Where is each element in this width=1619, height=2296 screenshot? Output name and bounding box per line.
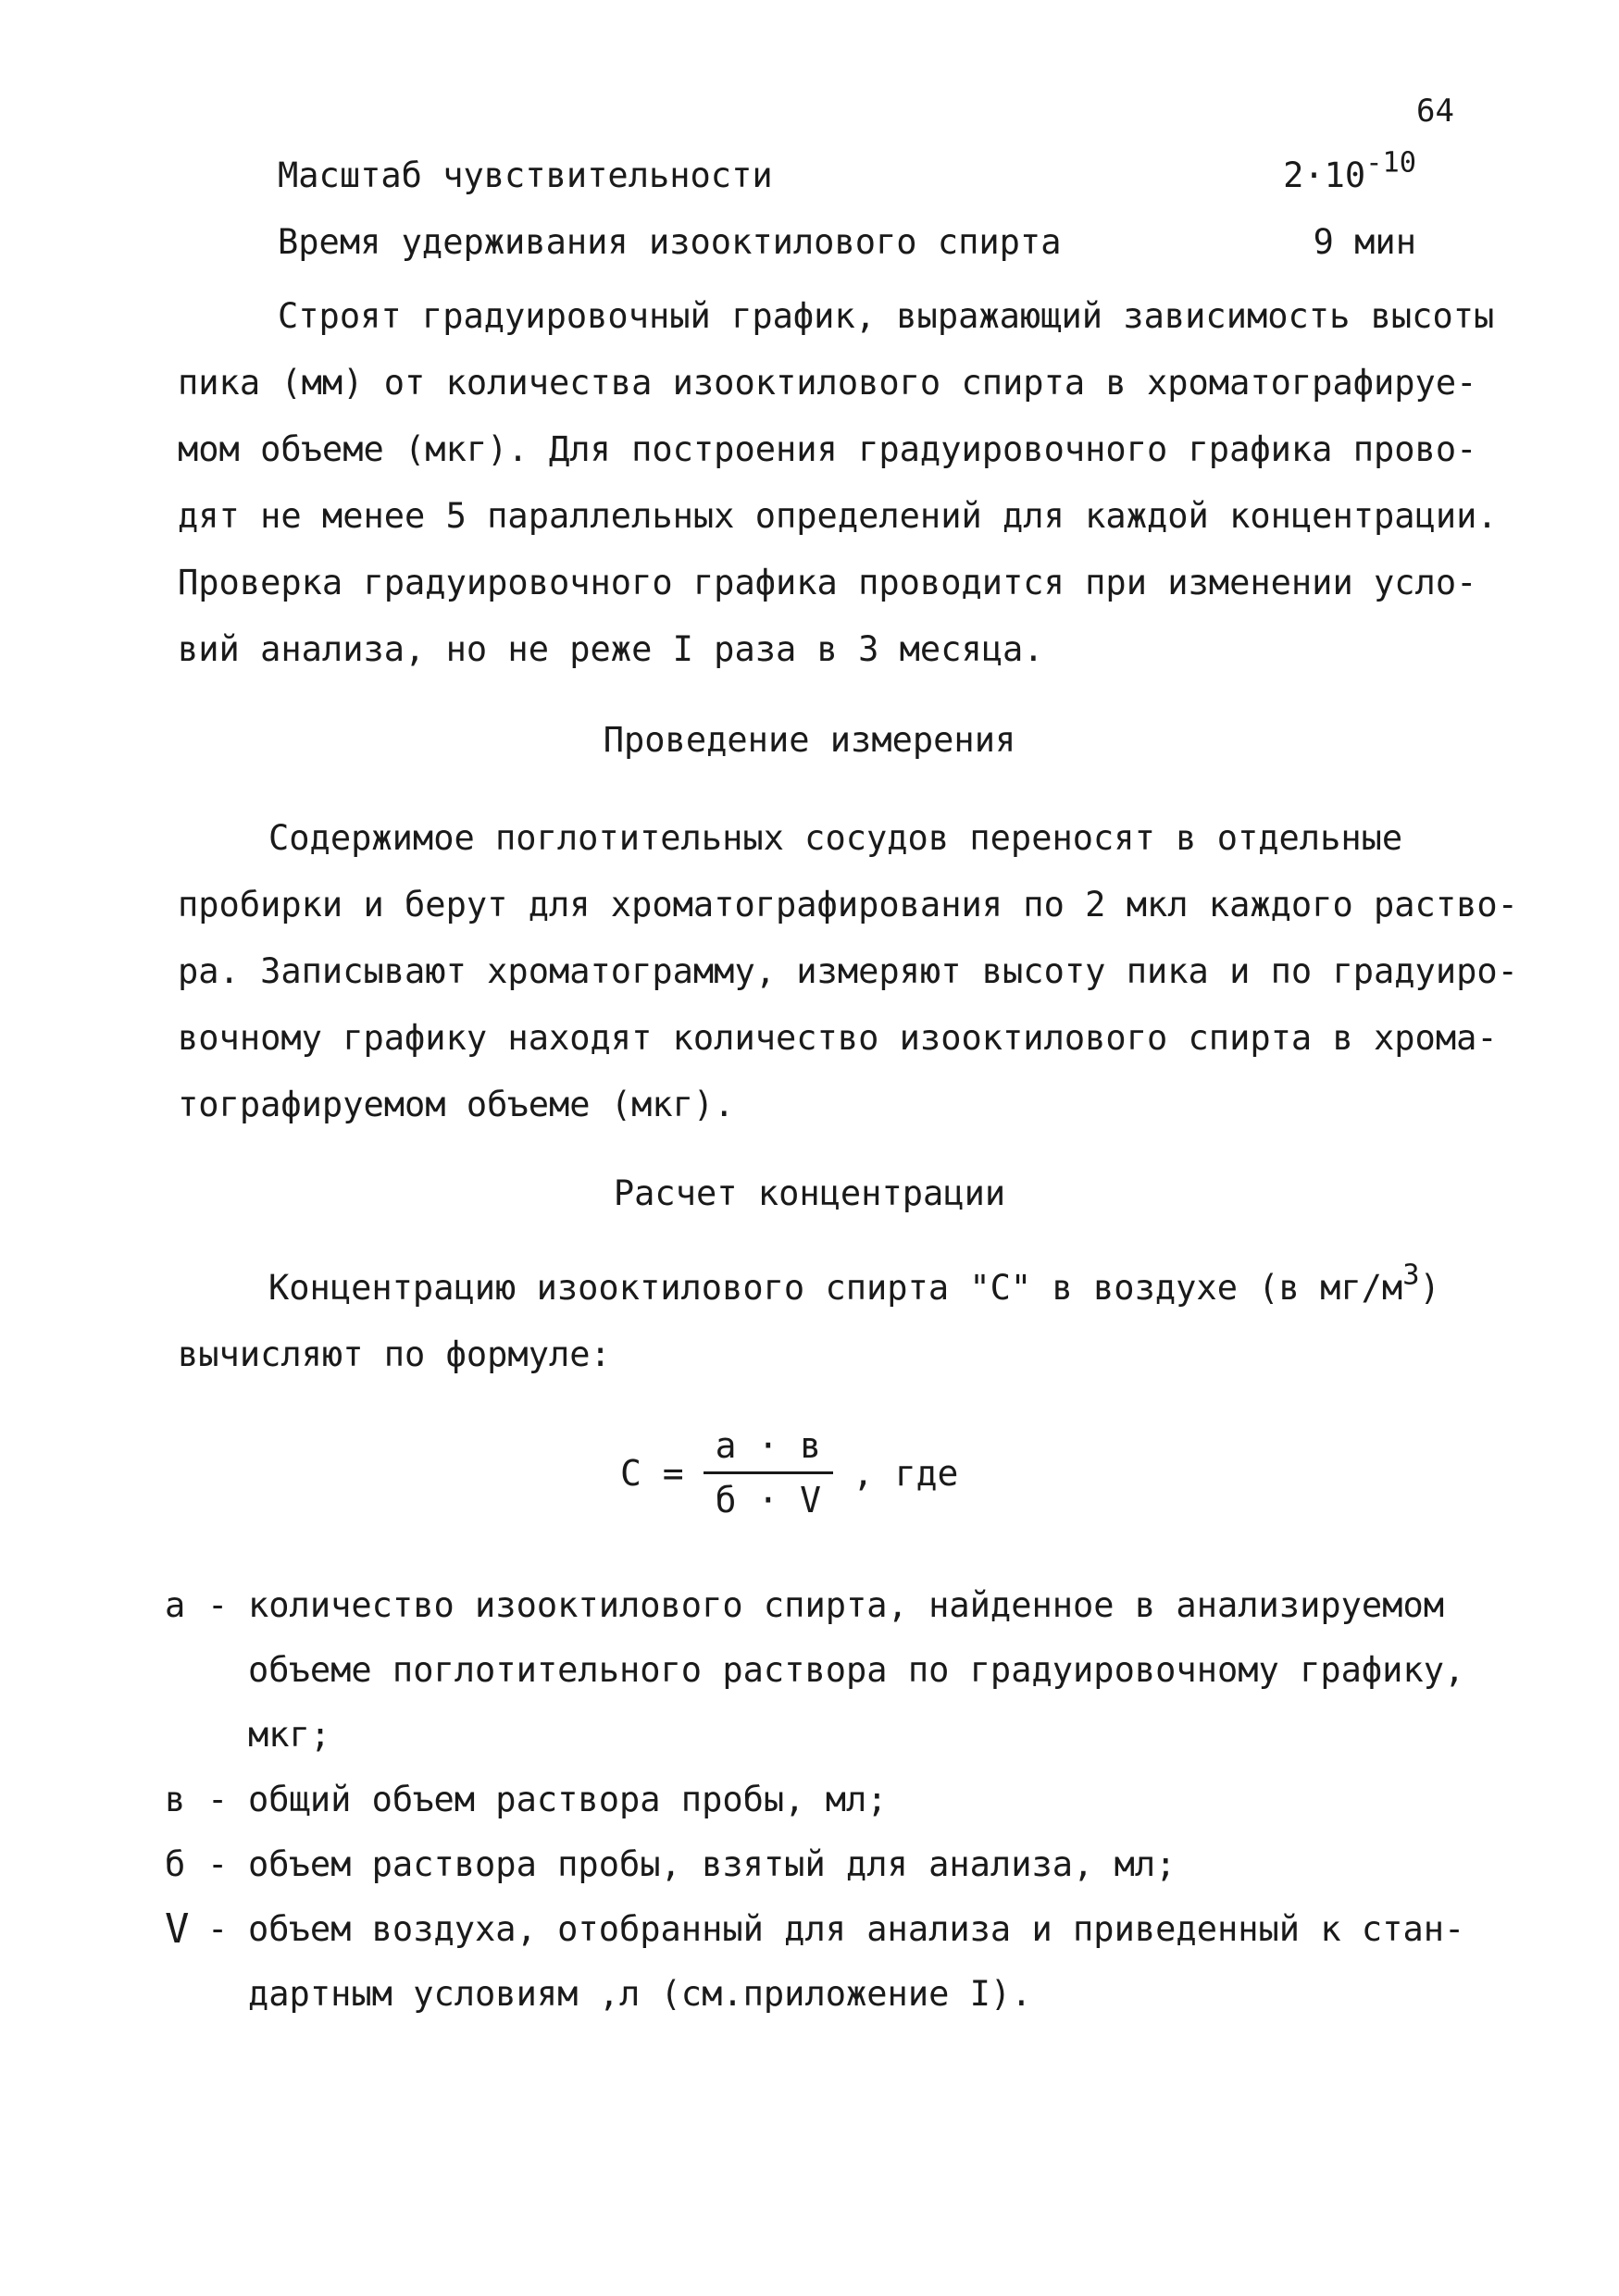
definition-item (165, 1832, 1479, 1897)
definition-symbol: а (165, 1585, 186, 1625)
definition-item (165, 1573, 1479, 1768)
definition-dash: - (207, 1780, 229, 1819)
definition-text: объем раствора пробы, взятый для анализа, мл; (248, 1844, 1177, 1884)
paragraph-line: Содержимое поглотительных сосудов переносят в отдельные (268, 818, 1403, 858)
param-value: $2\cdot 10^{-10}$ (1283, 146, 1416, 195)
formula-fraction (703, 1425, 834, 1520)
param-value: 9 мин (1313, 222, 1416, 262)
definition-dash: - (207, 1909, 229, 1949)
paragraph-line: Проверка градуировочного графика проводится при изменении усло- (178, 563, 1477, 602)
paragraph-line: вочному графику находят количество изооктилового спирта в хрома- (178, 1018, 1498, 1058)
param-label: Время удерживания изооктилового спирта (278, 222, 1062, 262)
paragraph-line: пробирки и берут для хроматографирования по 2 мкл каждого раство- (178, 885, 1518, 925)
definition-text: объем воздуха, отобранный для анализа и приведенный к стан- дартным условиям ,л (см.приложение I). (248, 1909, 1465, 2014)
paragraph-line: ра. Записывают хроматограмму, измеряют высоту пика и по градуиро- (178, 951, 1518, 991)
paragraph-line: пика (мм) от количества изооктилового спирта в хроматографируе- (178, 363, 1477, 403)
definition-symbol: б (165, 1844, 186, 1884)
param-label: Масштаб чувствительности (278, 155, 773, 195)
param-row-scale (278, 146, 1416, 195)
definition-dash: - (207, 1844, 229, 1884)
definition-item (165, 1897, 1479, 2027)
definition-text: количество изооктилового спирта, найденное в анализируемом объеме поглотительного раствора по градуировочному графику, мкг; (248, 1585, 1465, 1755)
formula-numerator: а · в (715, 1425, 822, 1466)
section-heading-measurement: Проведение измерения (603, 720, 1016, 760)
definition-symbol: в (165, 1780, 186, 1819)
paragraph-line: тографируемом объеме (мкг). (178, 1085, 735, 1124)
paragraph-line: Концентрацию изооктилового спирта "С" в воздухе (в $мг/м^3$) (268, 1259, 1440, 1308)
paragraph-line: Строят градуировочный график, выражающий зависимость высоты (278, 296, 1495, 336)
intro-paragraph (178, 283, 1498, 683)
page-number: 64 (1416, 93, 1454, 130)
definition-symbol: V (165, 1905, 190, 1953)
formula-denominator: б · V (715, 1480, 822, 1520)
definition-text: общий объем раствора пробы, мл; (248, 1780, 888, 1819)
formula-suffix: , где (853, 1452, 959, 1494)
measurement-paragraph (178, 805, 1518, 1138)
calculation-paragraph (178, 1255, 1474, 1388)
paragraph-line: мом объеме (мкг). Для построения градуировочного графика прово- (178, 429, 1477, 469)
paragraph-line: вий анализа, но не реже I раза в 3 месяца. (178, 629, 1044, 669)
paragraph-line: дят не менее 5 параллельных определений для каждой концентрации. (178, 496, 1498, 536)
definition-dash: - (207, 1585, 229, 1625)
paragraph-line: вычисляют по формуле: (178, 1334, 611, 1374)
param-row-retention (278, 222, 1416, 262)
section-heading-calculation: Расчет концентрации (613, 1173, 1006, 1213)
concentration-formula (620, 1425, 958, 1520)
formula-lhs: С = (620, 1452, 684, 1494)
definitions-list (165, 1573, 1479, 2027)
definition-item (165, 1768, 1479, 1832)
